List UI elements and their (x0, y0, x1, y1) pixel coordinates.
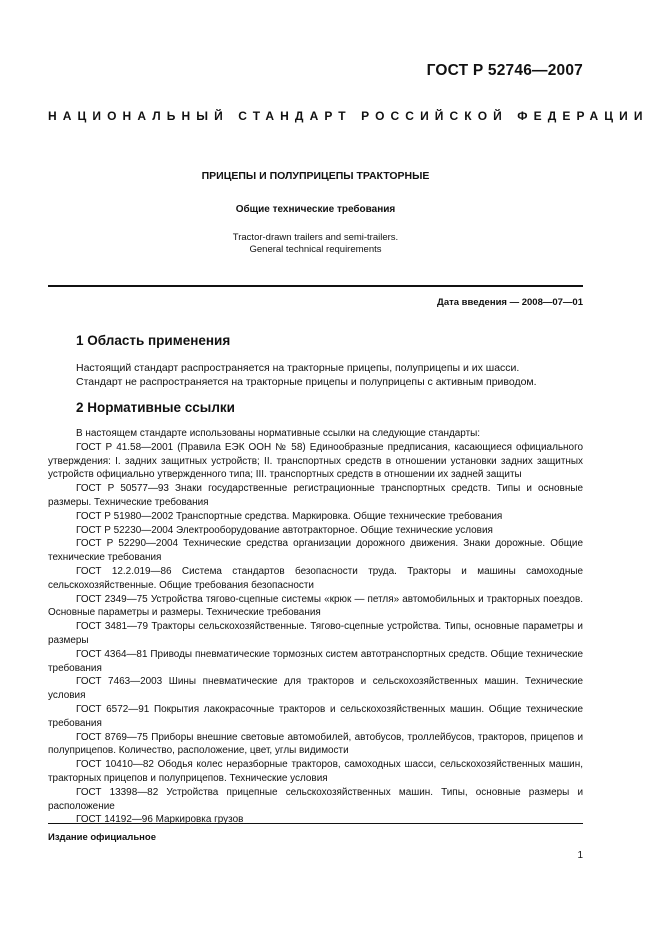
page-number: 1 (577, 850, 583, 861)
footer-divider (48, 823, 583, 824)
english-title-line-2: General technical requirements (249, 244, 382, 255)
top-divider (48, 285, 583, 287)
reference-item: ГОСТ 2349—75 Устройства тягово-сцепные системы «крюк — петля» автомобильных и тракторных поездов. Основные параметры и размеры. Технические требования (48, 593, 583, 619)
normative-references (48, 427, 583, 827)
reference-item: ГОСТ Р 41.58—2001 (Правила ЕЭК ООН № 58) Единообразные предписания, касающиеся официального утверждения: I. задних защитных устройств; II. транспортных средств в отношении установки задних защитных устройств официально утвержденного типа; III. транспортных средств в отношении их задней защиты (48, 441, 583, 481)
gost-code: ГОСТ Р 52746—2007 (426, 62, 583, 79)
reference-item: ГОСТ 10410—82 Ободья колес неразборные тракторов, самоходных шасси, сельскохозяйственных машин, тракторных прицепов и полуприцепов. Технические условия (48, 759, 583, 784)
edition-label: Издание официальное (48, 832, 156, 843)
reference-item: ГОСТ Р 50577—93 Знаки государственные регистрационные транспортных средств. Типы и основные размеры. Технические требования (48, 483, 583, 508)
reference-item: ГОСТ 3481—79 Тракторы сельскохозяйственные. Тягово-сцепные устройства. Типы, основные параметры и размеры (48, 621, 583, 646)
section-1-body (76, 362, 583, 389)
reference-item: ГОСТ Р 52230—2004 Электрооборудование автотракторное. Общие технические условия (76, 524, 493, 536)
reference-item: ГОСТ 6572—91 Покрытия лакокрасочные тракторов и сельскохозяйственных машин. Общие технические требования (48, 703, 583, 729)
references-intro: В настоящем стандарте использованы нормативные ссылки на следующие стандарты: (76, 428, 481, 439)
english-title-line-1: Tractor-drawn trailers and semi-trailers. (232, 232, 399, 243)
reference-item: ГОСТ Р 52290—2004 Технические средства организации дорожного движения. Знаки дорожные. Общие технические требования (48, 538, 583, 564)
national-standard-banner: НАЦИОНАЛЬНЫЙ СТАНДАРТ РОССИЙСКОЙ ФЕДЕРАЦИИ (48, 109, 649, 123)
reference-item: ГОСТ Р 51980—2002 Транспортные средства. Маркировка. Общие технические требования (76, 510, 503, 522)
section-1-paragraph: Настоящий стандарт распространяется на тракторные прицепы, полуприцепы и их шасси. (76, 362, 520, 374)
document-title: ПРИЦЕПЫ И ПОЛУПРИЦЕПЫ ТРАКТОРНЫЕ (201, 170, 430, 182)
section-1-heading: 1 Область применения (76, 333, 231, 348)
introduction-date: Дата введения — 2008—07—01 (437, 297, 583, 308)
english-title (48, 232, 583, 256)
document-subtitle: Общие технические требования (235, 204, 396, 215)
reference-item: ГОСТ 8769—75 Приборы внешние световые автомобилей, автобусов, троллейбусов, тракторов, прицепов и полуприцепов. Количество, расположение, цвет, углы видимости (48, 731, 583, 757)
section-2-heading: 2 Нормативные ссылки (76, 400, 235, 415)
reference-item: ГОСТ 12.2.019—86 Система стандартов безопасности труда. Тракторы и машины самоходные сельскохозяйственные. Общие требования безопасности (48, 565, 583, 591)
section-1-paragraph: Стандарт не распространяется на тракторные прицепы и полуприцепы с активным приводом. (76, 375, 537, 388)
reference-item: ГОСТ 7463—2003 Шины пневматические для тракторов и сельскохозяйственных машин. Технические условия (48, 676, 583, 702)
reference-item: ГОСТ 13398—82 Устройства прицепные сельскохозяйственных машин. Типы, основные размеры и расположение (48, 786, 583, 812)
reference-item: ГОСТ 4364—81 Приводы пневматические тормозных систем автотранспортных средств. Общие технические требования (48, 648, 583, 674)
reference-item: ГОСТ 14192—96 Маркировка грузов (76, 814, 244, 826)
